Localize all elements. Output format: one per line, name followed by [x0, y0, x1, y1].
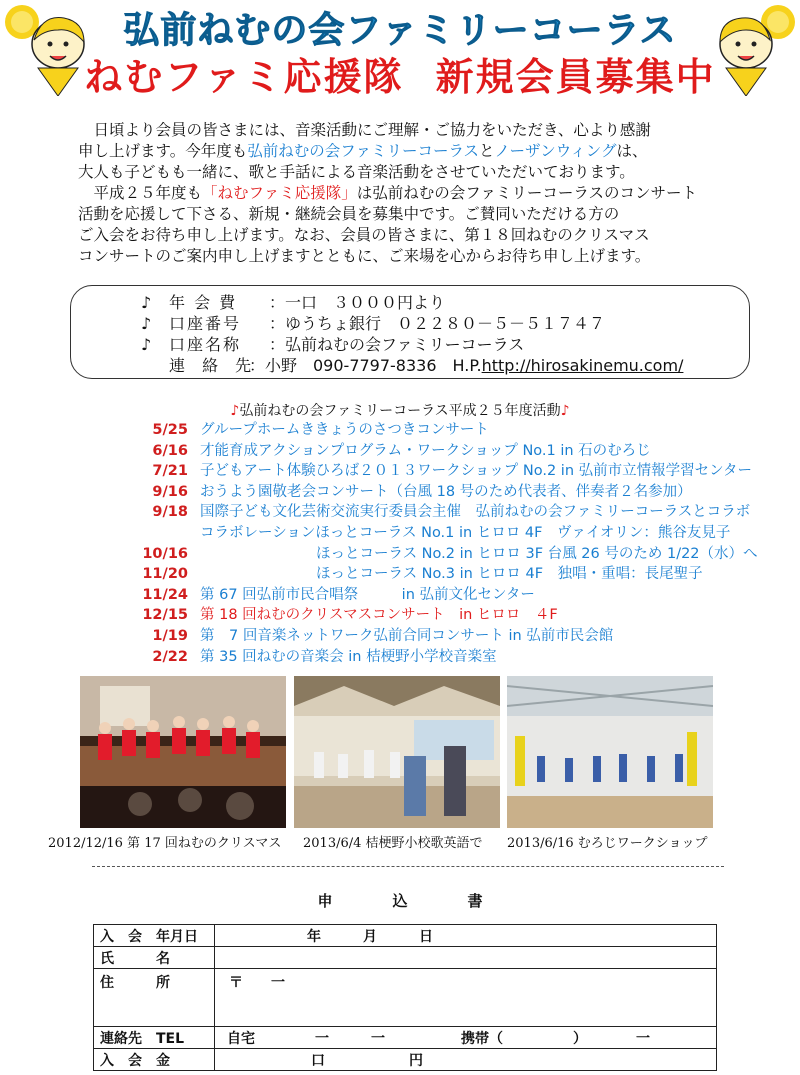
intro-text [78, 120, 778, 267]
title-line2-part-a: ねむファミ応援隊 [84, 55, 404, 99]
address-field[interactable] [215, 969, 717, 1027]
contact-value: ：小野 090-7797-8336 H.P. [249, 356, 482, 375]
list-item [110, 523, 790, 544]
home-dashes: 一 一 [315, 1030, 385, 1047]
intro-line [78, 141, 778, 162]
contact-tel-field[interactable] [215, 1027, 717, 1049]
activity-text: ほっとコーラス No.3 in ヒロロ 4F 独唱・重唱：長尾聖子 [200, 566, 703, 583]
activity-date: 1/19 [152, 627, 188, 644]
table-row [94, 947, 717, 969]
activity-date: 9/16 [152, 483, 188, 500]
table-row [94, 1027, 717, 1049]
activity-date: 6/16 [152, 442, 188, 459]
activity-text: コラボレーションほっとコーラス No.1 in ヒロロ 4F ヴァイオリン：熊谷友見子 [200, 524, 731, 541]
intro-line7: コンサートのご案内申し上げますとともに、ご来場を心からお待ち申し上げます。 [78, 247, 651, 265]
list-item [110, 420, 790, 441]
title-line2 [0, 46, 800, 101]
table-row [94, 925, 717, 947]
entry-fee-label: 入 会 金 [94, 1049, 215, 1071]
activity-text: おうよう園敬老会コンサート（台風 18 号のため代表者、伴奏者２名参加） [200, 483, 692, 500]
cut-line-divider [92, 866, 724, 867]
application-form-title [0, 890, 800, 911]
music-note-icon: ♪ [141, 335, 152, 354]
list-item [110, 461, 790, 482]
activities-list [110, 420, 790, 667]
account-name-label: 口座名称 [169, 335, 242, 354]
list-item [110, 647, 790, 668]
activity-text: 第 18 回ねむのクリスマスコンサート in ヒロロ ４F [200, 607, 558, 624]
school-song-photo [294, 676, 500, 828]
list-item [110, 605, 790, 626]
mobile-label: 携帯（ ） 一 [461, 1030, 650, 1047]
contact-tel-label: 連絡先 TEL [94, 1027, 215, 1049]
title-line1: 弘前ねむの会ファミリーコーラス [123, 10, 677, 51]
intro-line [78, 204, 778, 225]
activities-title [0, 400, 800, 420]
workshop-photo [507, 676, 713, 828]
activity-text: 第 35 回ねむの音楽会 in 桔梗野小学校音楽室 [200, 648, 497, 665]
intro-line3: 大人も子どもも一緒に、歌と手話による音楽活動をさせていただいております。 [78, 163, 635, 181]
photo-caption: 2012/12/16 第 17 回ねむのクリスマス [48, 836, 282, 851]
activity-text: 第 7 回音楽ネットワーク弘前合同コンサート in 弘前市民会館 [200, 627, 614, 644]
activities-title-text: 弘前ねむの会ファミリーコーラス平成２５年度活動 [239, 403, 561, 419]
activity-date: 2/22 [152, 648, 188, 665]
music-note-icon: ♪ [230, 403, 240, 419]
activity-text: 子どもアート体験ひろば２０１３ワークショップ No.2 in 弘前市立情報学習センター [200, 463, 753, 480]
northern-wing-highlight: ノーザンウィング [494, 142, 617, 160]
intro-line [78, 246, 778, 267]
group-name-highlight: 弘前ねむの会ファミリーコーラス [247, 142, 479, 160]
contact-label: 連 絡 先 [169, 356, 258, 375]
intro-line2-c: と [479, 142, 495, 160]
account-value: ：ゆうちょ銀行 ０２２８０－５－５１７４７ [269, 314, 606, 333]
header [0, 0, 800, 112]
account-name-value: ：弘前ねむの会ファミリーコーラス [269, 335, 525, 354]
music-note-icon: ♪ [560, 403, 570, 419]
activity-text: 才能育成アクションプログラム・ワークショップ No.1 in 石のむろじ [200, 442, 651, 459]
activity-text: ほっとコーラス No.2 in ヒロロ 3F 台風 26 号のため 1/22（水）へ [200, 545, 758, 562]
intro-line4-a: 平成２５年度も [93, 184, 203, 202]
title-line2-part-b: 新規会員募集中 [435, 55, 716, 99]
form-title-char: 書 [467, 892, 483, 910]
intro-line1: 日頃より会員の皆さまには、音楽活動にご理解・ご協力をいただき、心より感謝 [93, 121, 651, 139]
list-item [110, 482, 790, 503]
membership-info-box [70, 285, 750, 379]
postal-mark: 〒 一 [229, 975, 285, 991]
activity-date: 12/15 [142, 607, 188, 624]
activity-date [110, 523, 200, 544]
intro-line4-c: は弘前ねむの会ファミリーコーラスのコンサート [356, 184, 697, 202]
activity-text: 国際子ども文化芸術交流実行委員会主催 弘前ねむの会ファミリーコーラスとコラボ [200, 504, 751, 521]
activity-date: 10/16 [142, 545, 188, 562]
account-row [141, 313, 749, 334]
fee-value: ：一口 ３０００円より [269, 293, 446, 312]
activity-date: 9/18 [152, 504, 188, 521]
list-item [110, 502, 790, 523]
fee-label: 年 会 費 [169, 293, 238, 312]
form-title-char: 込 [392, 892, 408, 910]
join-date-field[interactable] [215, 925, 717, 947]
intro-line6: ご入会をお待ち申し上げます。なお、会員の皆さまに、第１８回ねむのクリスマス [78, 226, 650, 244]
activity-date: 5/25 [152, 422, 188, 438]
intro-line [78, 225, 778, 246]
home-label: 自宅 [227, 1030, 255, 1047]
address-label: 住 所 [94, 969, 215, 1027]
table-row [94, 969, 717, 1027]
join-date-placeholder: 年 月 日 [307, 928, 433, 945]
nemufami-highlight: 「ねむファミ応援隊」 [202, 184, 357, 202]
list-item [110, 564, 790, 585]
list-item [110, 441, 790, 462]
intro-line2-e: は、 [616, 142, 648, 160]
join-date-label: 入 会 年月日 [94, 925, 215, 947]
intro-line5: 活動を応援して下さる、新規・継続会員を募集中です。ご賛同いただける方の [78, 205, 620, 223]
list-item [110, 544, 790, 565]
photo-caption: 2013/6/4 桔梗野小校歌英語で [303, 836, 483, 851]
intro-line2-a: 申し上げます。今年度も [78, 142, 248, 160]
intro-line [78, 183, 778, 204]
intro-line [78, 120, 778, 141]
photo-caption: 2013/6/16 むろじワークショップ [507, 836, 708, 851]
name-label: 氏 名 [94, 947, 215, 969]
activity-date: 11/20 [142, 566, 188, 583]
list-item [110, 585, 790, 606]
account-name-row [141, 334, 749, 355]
activity-text: 第 67 回弘前市民合唱祭 in 弘前文化センター [200, 586, 535, 603]
table-row [94, 1049, 717, 1071]
activity-date: 7/21 [152, 463, 188, 480]
entry-fee-field[interactable] [215, 1049, 717, 1071]
contact-row [141, 355, 749, 376]
list-item [110, 626, 790, 647]
fee-row [141, 292, 749, 313]
christmas-concert-photo [80, 676, 286, 828]
intro-line [78, 162, 778, 183]
application-form-table [93, 924, 717, 1071]
activity-text: グループホームききょうのさつきコンサート [200, 422, 489, 438]
entry-fee-units: 口 円 [311, 1052, 423, 1069]
form-title-char: 申 [317, 892, 333, 910]
account-label: 口座番号 [169, 314, 242, 333]
activity-date: 11/24 [142, 586, 188, 603]
music-note-icon: ♪ [141, 314, 152, 333]
name-field[interactable] [215, 947, 717, 969]
website-link[interactable]: http://hirosakinemu.com/ [481, 356, 684, 375]
cheerleader-mascot-right-icon [706, 0, 798, 96]
music-note-icon: ♪ [141, 293, 152, 312]
